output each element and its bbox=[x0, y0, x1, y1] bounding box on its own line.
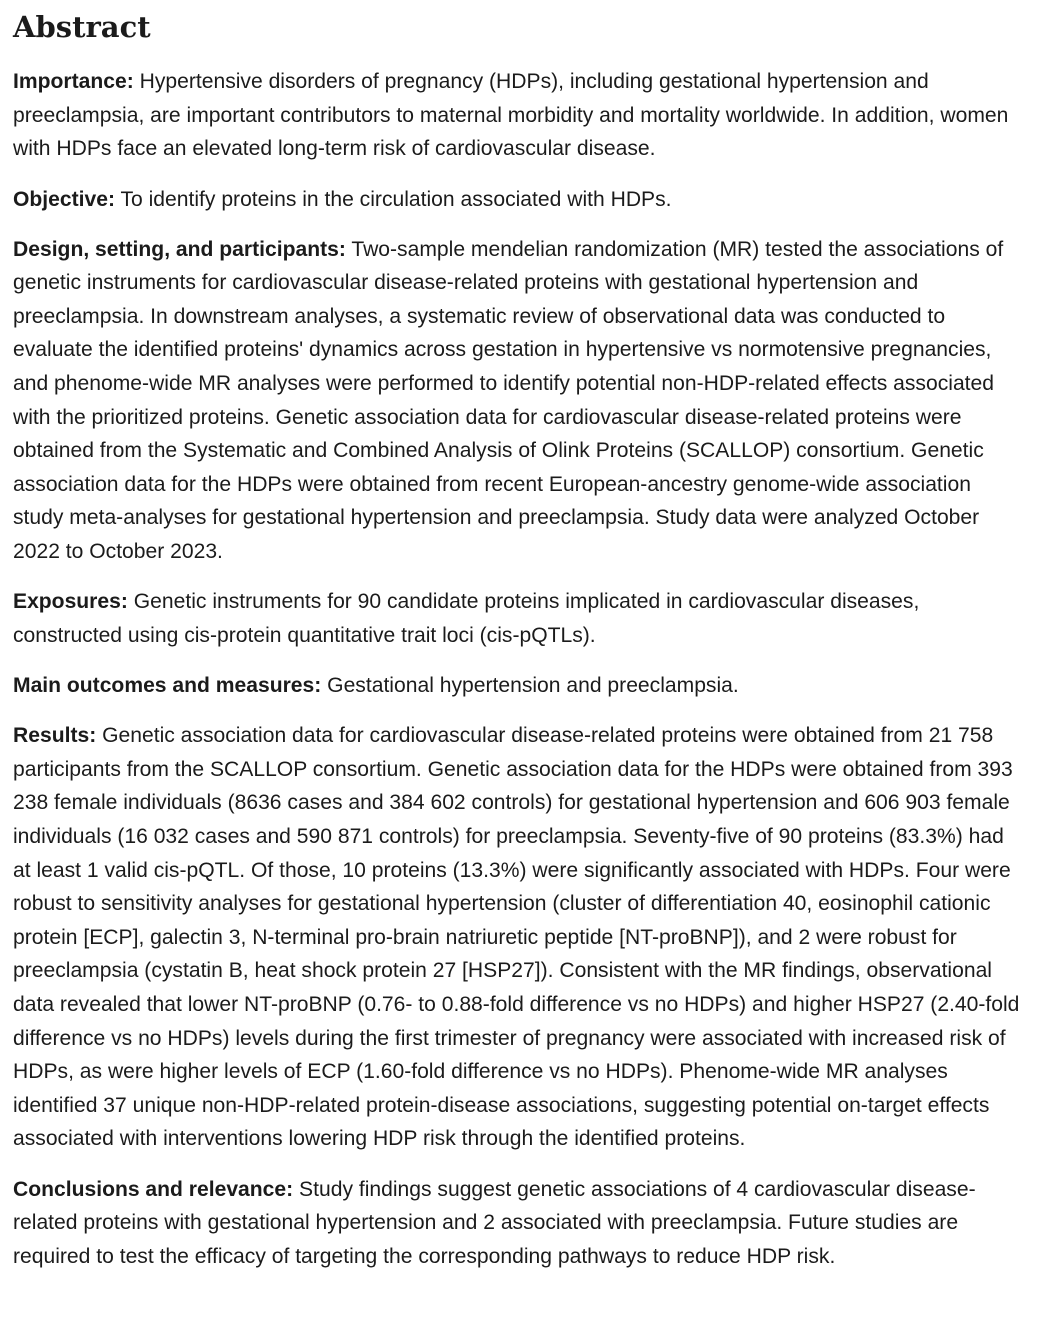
section-text: Study findings suggest genetic associations of 4 cardiovascular disease-related proteins with gestational hypertension and 2 associated with preeclampsia. Future studies are required to test the efficacy of targeting the corresponding pathways to reduce HDP risk. bbox=[13, 1177, 976, 1268]
section-label: Exposures: bbox=[13, 590, 128, 614]
section-text: Gestational hypertension and preeclampsia. bbox=[327, 674, 739, 698]
section-text: Genetic association data for cardiovascular disease-related proteins were obtained from 21 758 participants from the SCALLOP consortium. Genetic association data for the HDPs were obtained from 393 238 female individuals (8636 cases and 384 602 controls) for gestational hypertension and 606 903 female individuals (16 032 cases and 590 871 controls) for preeclampsia. Seventy-five of 90 proteins (83.3%) had at least 1 valid cis-pQTL. Of those, 10 proteins (13.3%) were significantly associated with HDPs. Four were robust to sensitivity analyses for gestational hypertension (cluster of differentiation 40, eosinophil cationic protein [ECP], galectin 3, N-terminal pro-brain natriuretic peptide [NT-proBNP]), and 2 were robust for preeclampsia (cystatin B, heat shock protein 27 [HSP27]). Consistent with the MR findings, observational data revealed that lower NT-proBNP (0.76- to 0.88-fold difference vs no HDPs) and higher HSP27 (2.40-fold difference vs no HDPs) levels during the first trimester of pregnancy were associated with increased risk of HDPs, as were higher levels of ECP (1.60-fold difference vs no HDPs). Phenome-wide MR analyses identified 37 unique non-HDP-related protein-disease associations, suggesting potential on-target effects associated with interventions lowering HDP risk through the identified proteins. bbox=[13, 724, 1020, 1151]
design-paragraph bbox=[13, 233, 1023, 569]
exposures-paragraph bbox=[13, 585, 1023, 652]
section-label: Main outcomes and measures: bbox=[13, 674, 322, 698]
section-label: Importance: bbox=[13, 70, 134, 94]
abstract-heading: Abstract bbox=[13, 10, 151, 44]
section-text: Hypertensive disorders of pregnancy (HDPs), including gestational hypertension and preeclampsia, are important contributors to maternal morbidity and mortality worldwide. In addition, women with HDPs face an elevated long-term risk of cardiovascular disease. bbox=[13, 70, 1009, 161]
section-label: Results: bbox=[13, 724, 97, 748]
section-text: To identify proteins in the circulation associated with HDPs. bbox=[120, 187, 672, 211]
conclusions-paragraph bbox=[13, 1173, 1023, 1274]
section-label: Design, setting, and participants: bbox=[13, 237, 346, 261]
main-outcomes-paragraph bbox=[13, 669, 1023, 703]
importance-paragraph bbox=[13, 65, 1023, 166]
section-label: Objective: bbox=[13, 187, 115, 211]
section-text: Two-sample mendelian randomization (MR) tested the associations of genetic instruments for cardiovascular disease-related proteins with gestational hypertension and preeclampsia. In downstream analyses, a systematic review of observational data was conducted to evaluate the identified proteins' dynamics across gestation in hypertensive vs normotensive pregnancies, and phenome-wide MR analyses were performed to identify potential non-HDP-related effects associated with the prioritized proteins. Genetic association data for cardiovascular disease-related proteins were obtained from the Systematic and Combined Analysis of Olink Proteins (SCALLOP) consortium. Genetic association data for the HDPs were obtained from recent European-ancestry genome-wide association study meta-analyses for gestational hypertension and preeclampsia. Study data were analyzed October 2022 to October 2023. bbox=[13, 237, 1004, 564]
section-label: Conclusions and relevance: bbox=[13, 1177, 294, 1201]
abstract-section bbox=[13, 8, 1023, 1290]
objective-paragraph bbox=[13, 183, 1023, 217]
results-paragraph bbox=[13, 719, 1023, 1156]
section-text: Genetic instruments for 90 candidate proteins implicated in cardiovascular diseases, constructed using cis-protein quantitative trait loci (cis-pQTLs). bbox=[13, 590, 920, 647]
